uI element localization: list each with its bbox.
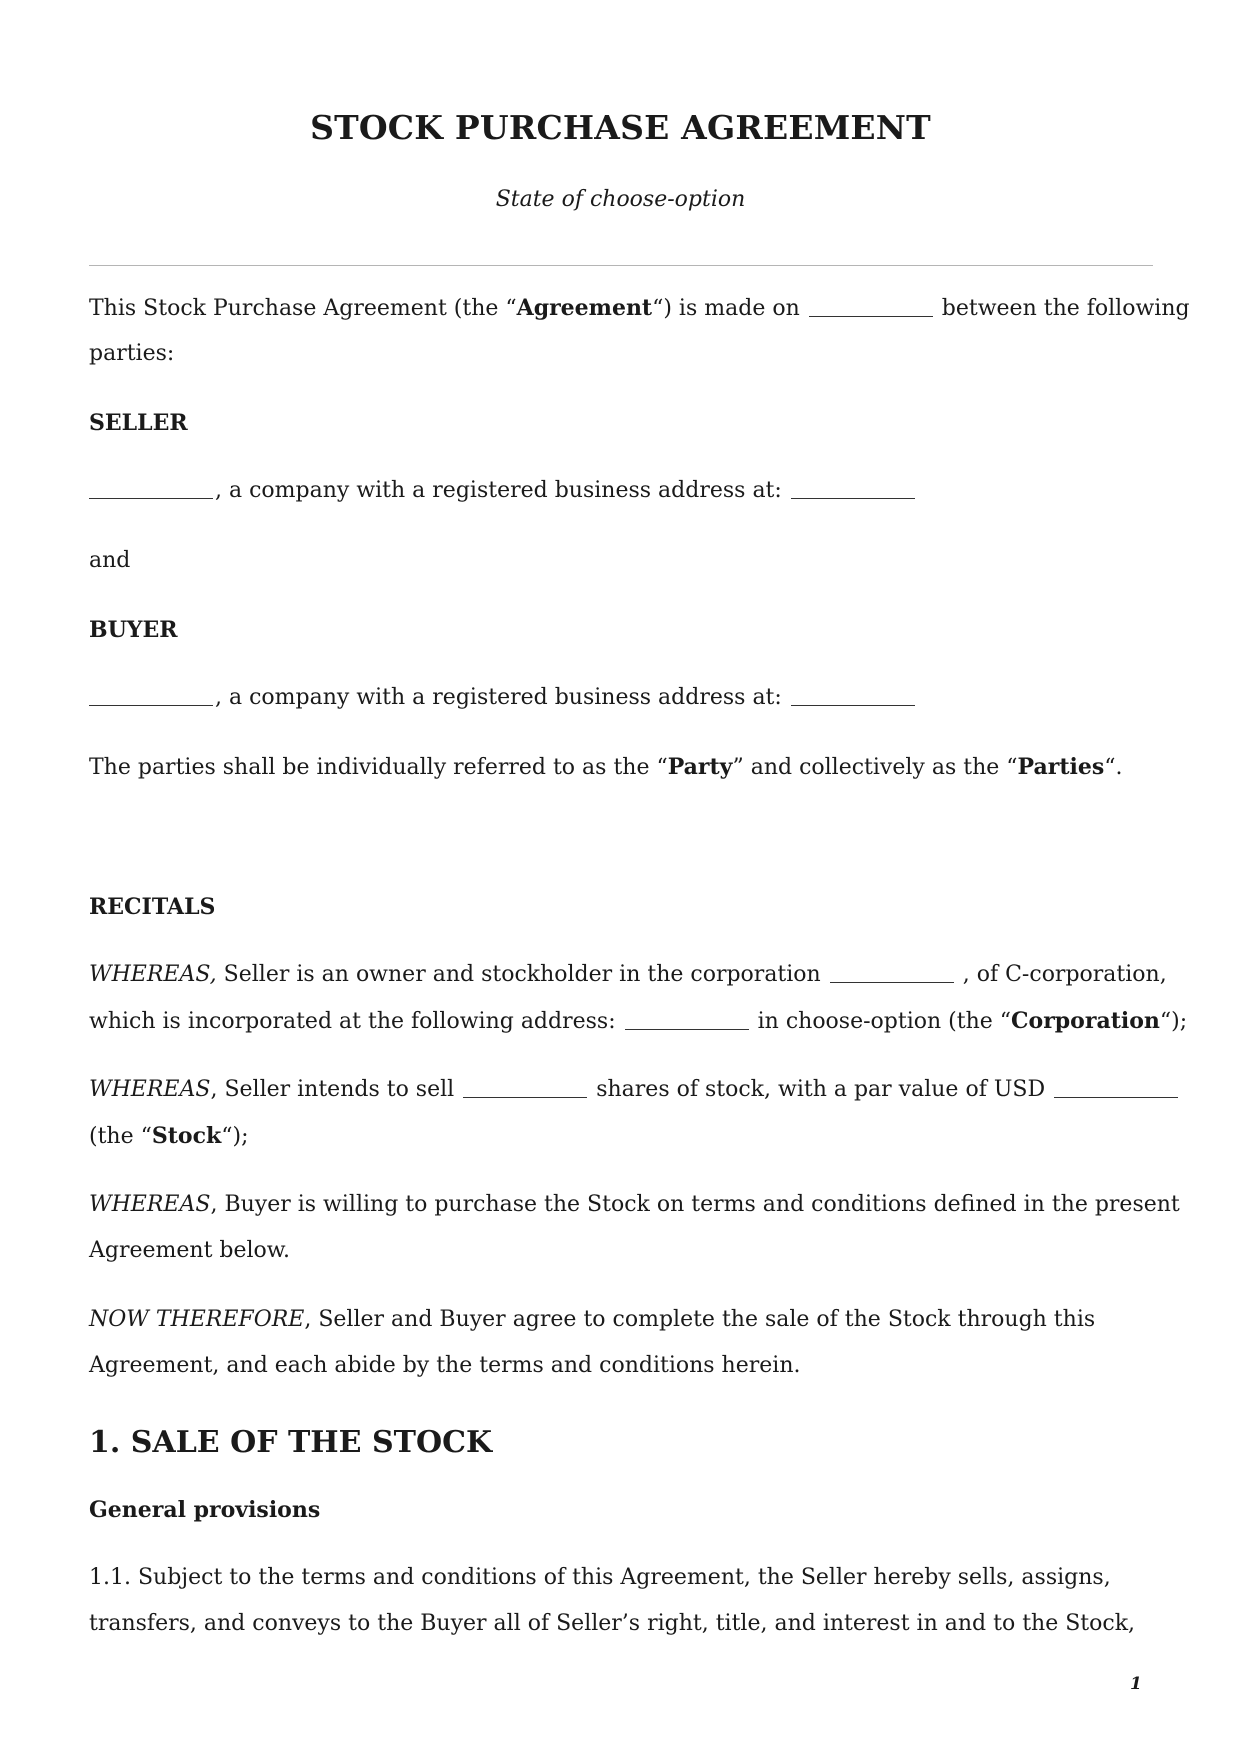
buyer-text: , a company with a registered business address at: bbox=[215, 685, 782, 710]
whereas-2-line-2 bbox=[89, 1113, 1169, 1160]
parties-text: “. bbox=[1104, 755, 1123, 780]
whereas-text: shares of stock, with a par value of USD bbox=[596, 1077, 1046, 1102]
corporation-name-blank-field[interactable] bbox=[830, 960, 954, 983]
whereas-lead: WHEREAS, bbox=[89, 962, 217, 987]
seller-line bbox=[89, 468, 1169, 514]
general-provisions-heading: General provisions bbox=[89, 1497, 321, 1523]
whereas-text: (the “ bbox=[89, 1124, 152, 1149]
intro-line-2: parties: bbox=[89, 341, 175, 366]
whereas-text: “); bbox=[221, 1124, 249, 1149]
now-therefore-text: , Seller and Buyer agree to complete the sale of the Stock through this bbox=[304, 1307, 1096, 1332]
page-number: 1 bbox=[1130, 1674, 1142, 1694]
whereas-text: Seller is an owner and stockholder in the corporation bbox=[216, 962, 821, 987]
whereas-2-line-1 bbox=[89, 1067, 1169, 1113]
seller-address-blank-field[interactable] bbox=[791, 476, 915, 499]
document-subtitle: State of choose-option bbox=[495, 187, 746, 212]
whereas-lead: WHEREAS bbox=[89, 1077, 211, 1102]
parties-text: ” and collectively as the “ bbox=[732, 755, 1018, 780]
whereas-text: , Buyer is willing to purchase the Stock on terms and conditions defined in the present bbox=[210, 1192, 1180, 1217]
whereas-1-line-2 bbox=[89, 998, 1188, 1045]
parties-text: The parties shall be individually referred to as the “ bbox=[89, 755, 668, 780]
agreement-term: Agreement bbox=[516, 295, 653, 321]
document-title: STOCK PURCHASE AGREEMENT bbox=[310, 108, 931, 147]
seller-text: , a company with a registered business address at: bbox=[215, 478, 782, 503]
clause-1-1-line-1: 1.1. Subject to the terms and conditions of this Agreement, the Seller hereby sells, assigns, bbox=[89, 1565, 1111, 1590]
section-1-heading: 1. SALE OF THE STOCK bbox=[89, 1425, 493, 1460]
and-text: and bbox=[89, 548, 131, 573]
intro-line-1 bbox=[89, 285, 1190, 332]
recitals-heading: RECITALS bbox=[89, 894, 216, 920]
whereas-text: , of C-corporation, bbox=[962, 962, 1167, 987]
now-therefore-lead: NOW THEREFORE bbox=[89, 1307, 305, 1332]
whereas-text: “); bbox=[1159, 1009, 1188, 1034]
seller-heading: SELLER bbox=[89, 410, 188, 436]
now-therefore-line-1 bbox=[89, 1297, 1169, 1343]
clause-1-1-line-2: transfers, and conveys to the Buyer all of Seller’s right, title, and interest in and to the Stock, bbox=[89, 1611, 1136, 1636]
date-blank-field[interactable] bbox=[809, 294, 933, 317]
whereas-lead: WHEREAS bbox=[89, 1192, 211, 1217]
buyer-line bbox=[89, 675, 1169, 721]
corporation-term: Corporation bbox=[1011, 1008, 1160, 1034]
stock-term: Stock bbox=[151, 1123, 222, 1149]
shares-count-blank-field[interactable] bbox=[463, 1075, 587, 1098]
whereas-1-line-1 bbox=[89, 952, 1169, 998]
party-term: Party bbox=[667, 754, 733, 780]
title-divider bbox=[89, 265, 1153, 266]
parties-line bbox=[89, 744, 1169, 791]
buyer-address-blank-field[interactable] bbox=[791, 683, 915, 706]
intro-text: This Stock Purchase Agreement (the “ bbox=[89, 296, 517, 321]
parties-term: Parties bbox=[1017, 754, 1105, 780]
whereas-text: which is incorporated at the following address: bbox=[89, 1009, 616, 1034]
buyer-name-blank-field[interactable] bbox=[89, 683, 213, 706]
whereas-3-line-1 bbox=[89, 1182, 1180, 1228]
buyer-heading: BUYER bbox=[89, 617, 178, 643]
whereas-3-line-2: Agreement below. bbox=[89, 1238, 291, 1263]
corporation-address-blank-field[interactable] bbox=[625, 1007, 749, 1030]
intro-text: between the following bbox=[941, 296, 1190, 321]
whereas-text: , Seller intends to sell bbox=[210, 1077, 455, 1102]
whereas-text: in choose-option (the “ bbox=[757, 1009, 1012, 1034]
par-value-blank-field[interactable] bbox=[1054, 1075, 1178, 1098]
intro-text: “) is made on bbox=[652, 296, 800, 321]
seller-name-blank-field[interactable] bbox=[89, 476, 213, 499]
now-therefore-line-2: Agreement, and each abide by the terms and conditions herein. bbox=[89, 1353, 801, 1378]
